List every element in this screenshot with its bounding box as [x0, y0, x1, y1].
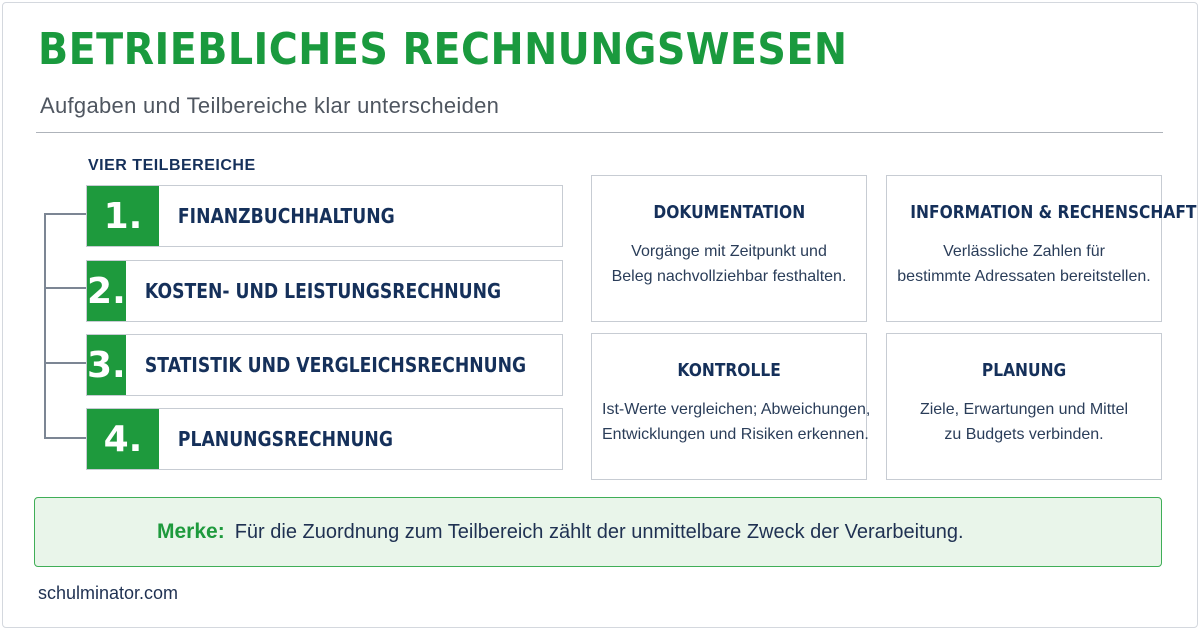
teilbereich-item	[86, 334, 563, 396]
aufgabe-card-kontrolle	[591, 333, 871, 480]
card-text	[887, 239, 1161, 289]
card-title: KONTROLLE	[677, 360, 781, 381]
page-title: BETRIEBLICHES RECHNUNGSWESEN	[38, 24, 848, 75]
teilbereich-item	[86, 408, 563, 470]
merke-label: Merke:	[157, 520, 225, 543]
card-text-line: Vorgänge mit Zeitpunkt und	[631, 243, 827, 260]
bracket-line-4	[44, 437, 86, 439]
item-label: PLANUNGSRECHNUNG	[177, 427, 393, 451]
card-text-line: Ist-Werte vergleichen; Abweichungen,	[602, 401, 871, 418]
bracket-line-1	[44, 213, 86, 215]
card-text	[592, 239, 866, 289]
page-subtitle: Aufgaben und Teilbereiche klar unterscheiden	[40, 93, 500, 118]
card-title: PLANUNG	[981, 360, 1067, 381]
card-text-line: zu Budgets verbinden.	[944, 426, 1104, 443]
merke-box	[34, 497, 1162, 567]
section-heading: VIER TEILBEREICHE	[88, 157, 256, 174]
card-text	[887, 397, 1161, 447]
bracket-line-3	[44, 362, 86, 364]
merke-text: Für die Zuordnung zum Teilbereich zählt der unmittelbare Zweck der Verarbeitung.	[234, 520, 964, 543]
card-text-line: Beleg nachvollziehbar festhalten.	[611, 268, 847, 285]
item-label: FINANZBUCHHALTUNG	[177, 204, 395, 228]
card-title: INFORMATION & RECHENSCHAFT	[910, 202, 1197, 223]
item-number: 2.	[87, 261, 126, 321]
item-number: 1.	[87, 186, 159, 246]
item-number: 3.	[87, 335, 126, 395]
teilbereich-item	[86, 185, 563, 247]
teilbereich-item	[86, 260, 563, 322]
aufgabe-card-planung	[886, 333, 1162, 480]
aufgabe-card-dokumentation	[591, 175, 867, 322]
item-label: KOSTEN- UND LEISTUNGSRECHNUNG	[144, 279, 501, 303]
aufgabe-card-information	[886, 175, 1197, 322]
divider	[36, 132, 1163, 133]
card-text-line: Entwicklungen und Risiken erkennen.	[602, 426, 869, 443]
card-text	[592, 397, 871, 447]
card-title: DOKUMENTATION	[653, 202, 805, 223]
item-label: STATISTIK UND VERGLEICHSRECHNUNG	[144, 353, 526, 377]
card-text-line: bestimmte Adressaten bereitstellen.	[897, 268, 1151, 285]
footer-source: schulminator.com	[38, 583, 179, 603]
item-number: 4.	[87, 409, 159, 469]
bracket-line-vertical	[44, 213, 46, 439]
card-text-line: Ziele, Erwartungen und Mittel	[919, 401, 1129, 418]
bracket-line-2	[44, 287, 86, 289]
card-text-line: Verlässliche Zahlen für	[943, 243, 1105, 260]
